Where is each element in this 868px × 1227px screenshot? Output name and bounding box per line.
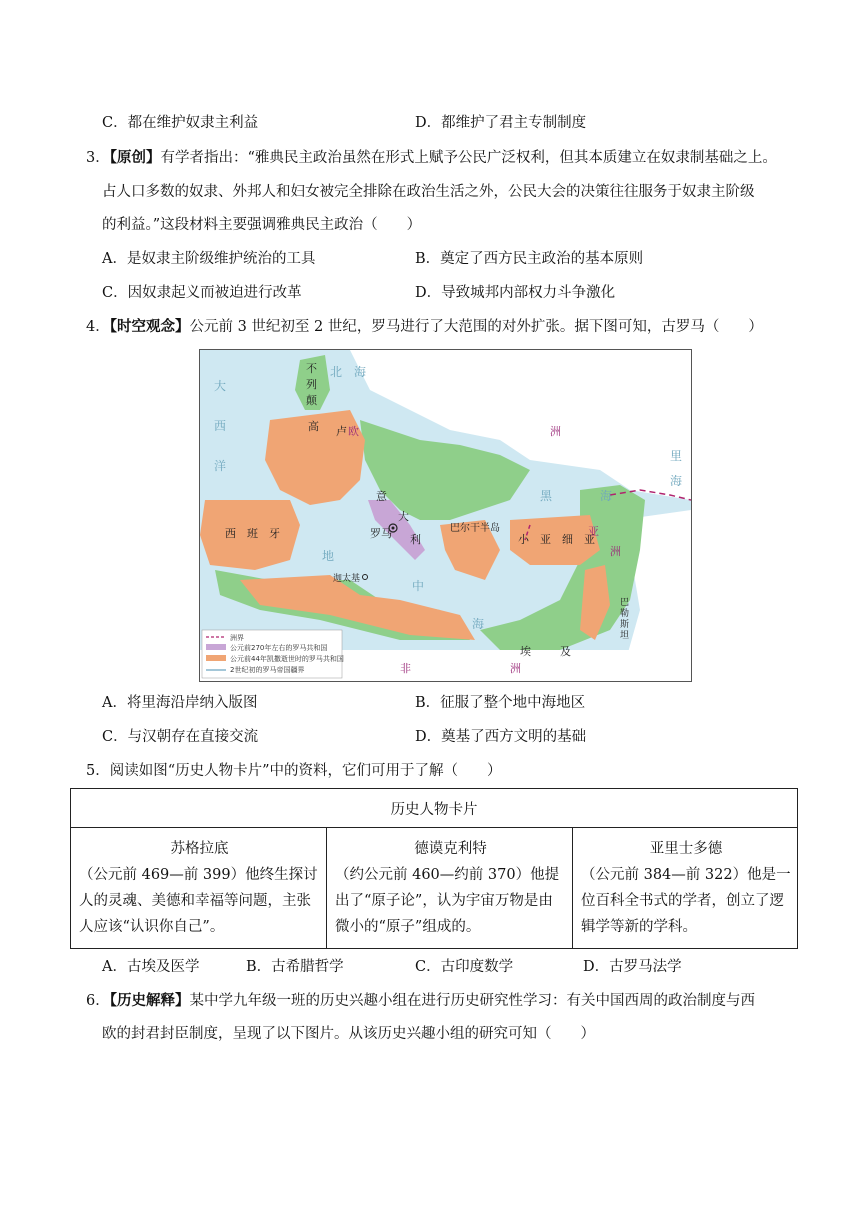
label-britain-2: 列	[306, 378, 317, 391]
person-desc-2: 出了“原子论”，认为宇宙万物是由	[335, 893, 553, 909]
label-med-1: 地	[322, 549, 335, 563]
q5-option-b[interactable]: B．古希腊哲学	[246, 959, 344, 975]
q3-option-a[interactable]: A．是奴隶主阶级维护统治的工具	[102, 251, 316, 267]
label-africa-1: 非	[400, 662, 411, 675]
q4-stem-line1	[86, 317, 763, 337]
label-europe-1: 欧	[348, 425, 359, 438]
q4-tag: 【时空观念】	[109, 319, 190, 335]
label-gaul-1: 高	[308, 420, 319, 433]
q2-option-d[interactable]: D．都维护了君主专制制度	[415, 115, 587, 131]
q3-option-d[interactable]: D．导致城邦内部权力斗争激化	[415, 285, 616, 301]
q6-text-1: 某中学九年级一班的历史兴趣小组在进行历史研究性学习：有关中国西周的政治制度与西	[189, 993, 755, 1009]
label-italy-3: 利	[410, 533, 421, 546]
label-atlantic-1: 大	[214, 379, 227, 393]
q3-stem-line3: 的利益。”这段材料主要强调雅典民主政治（ ）	[102, 217, 422, 233]
person-desc-1: （公元前 384—前 322）他是一	[581, 867, 791, 883]
q6-tag: 【历史解释】	[109, 993, 190, 1009]
person-desc-1: （公元前 469—前 399）他终生探讨	[79, 867, 318, 883]
q6-number: 6．	[86, 993, 110, 1009]
person-desc-2: 人的灵魂、美德和幸福等问题，主张	[79, 893, 311, 909]
person-desc-1: （约公元前 460—约前 370）他提	[335, 867, 560, 883]
label-africa-2: 洲	[510, 662, 521, 675]
card-cell-democritus	[327, 828, 573, 949]
legend-item-2: 公元前270年左右的罗马共和国	[230, 644, 328, 652]
label-palestine-2: 勒	[620, 609, 630, 619]
label-italy-1: 意	[376, 490, 387, 503]
legend-swatch-44bc	[206, 655, 226, 661]
q3-option-c[interactable]: C．因奴隶起义而被迫进行改革	[102, 285, 302, 301]
label-egypt-1: 埃	[520, 645, 531, 658]
q5-stem-line1: 5．阅读如图“历史人物卡片”中的资料，它们可用于了解（ ）	[86, 763, 502, 779]
label-med-2: 中	[412, 579, 425, 593]
label-atlantic-2: 西	[214, 419, 227, 433]
q4-option-b[interactable]: B．征服了整个地中海地区	[415, 695, 586, 711]
label-palestine-1: 巴	[620, 598, 630, 608]
q4-option-a[interactable]: A．将里海沿岸纳入版图	[102, 695, 258, 711]
q3-tag: 【原创】	[109, 150, 161, 166]
q4-number: 4．	[86, 319, 110, 335]
person-name: 德谟克利特	[414, 841, 487, 857]
q3-stem-line1	[86, 148, 777, 168]
label-caspian-1: 里	[670, 449, 683, 463]
label-asia-1: 亚	[588, 525, 599, 538]
label-black-sea-2: 海	[600, 489, 613, 503]
q3-text-1: 有学者指出：“雅典民主政治虽然在形式上赋予公民广泛权利，但其本质建立在奴隶制基础之上。	[160, 150, 777, 166]
legend-swatch-270bc	[206, 644, 226, 650]
carthage-marker	[363, 575, 368, 580]
person-desc-3: 人应该“认识你自己”。	[79, 919, 225, 935]
map-svg	[200, 350, 691, 681]
card-cell-socrates	[71, 828, 327, 949]
label-med-3: 海	[472, 617, 485, 631]
q4-option-d[interactable]: D．奠基了西方文明的基础	[415, 729, 587, 745]
label-spain: 西 班 牙	[225, 527, 280, 540]
person-desc-3: 辑学等新的学科。	[581, 919, 697, 935]
legend-item-1: 洲界	[230, 634, 244, 642]
label-north-sea: 北 海	[330, 365, 367, 379]
history-figure-card	[70, 788, 798, 949]
person-name: 亚里士多德	[649, 841, 723, 857]
q4-text-1: 公元前 3 世纪初至 2 世纪，罗马进行了大范围的对外扩张。据下图可知，古罗马（ ）	[189, 319, 763, 335]
label-balkans: 巴尔干半岛	[450, 523, 500, 534]
card-cell-aristotle	[573, 828, 798, 949]
q4-option-c[interactable]: C．与汉朝存在直接交流	[102, 729, 259, 745]
card-title: 历史人物卡片	[71, 789, 798, 828]
person-name: 苏格拉底	[170, 841, 229, 857]
legend-item-3: 公元前44年凯撒逝世时的罗马共和国	[230, 655, 344, 663]
label-italy-2: 大	[398, 510, 409, 523]
person-desc-2: 位百科全书式的学者，创立了逻	[581, 893, 784, 909]
q5-option-d[interactable]: D．古罗马法学	[583, 959, 682, 975]
label-caspian-2: 海	[670, 474, 683, 488]
roman-expansion-map	[199, 349, 692, 682]
label-atlantic-3: 洋	[214, 459, 227, 473]
label-asia-2: 洲	[610, 545, 621, 558]
label-palestine-4: 坦	[620, 631, 630, 641]
label-carthage: 迦太基	[333, 574, 361, 584]
label-britain-3: 颠	[306, 394, 317, 407]
label-gaul-2: 卢	[336, 425, 347, 438]
q3-number: 3．	[86, 150, 110, 166]
q5-option-a[interactable]: A．古埃及医学	[102, 959, 200, 975]
label-black-sea-1: 黑	[540, 489, 553, 503]
label-europe-2: 洲	[550, 425, 561, 438]
label-palestine-3: 斯	[620, 620, 630, 630]
q3-option-b[interactable]: B．奠定了西方民主政治的基本原则	[415, 251, 644, 267]
label-asia-minor: 小 亚 细 亚	[518, 533, 595, 546]
q6-stem-line1	[86, 991, 755, 1011]
q2-option-c[interactable]: C．都在维护奴隶主利益	[102, 115, 259, 131]
legend-item-4: 2世纪初的罗马帝国疆界	[230, 666, 305, 674]
q5-option-c[interactable]: C．古印度数学	[415, 959, 514, 975]
label-rome: 罗马	[370, 527, 392, 540]
q6-stem-line2: 欧的封君封臣制度，呈现了以下图片。从该历史兴趣小组的研究可知（ ）	[102, 1026, 595, 1042]
label-britain-1: 不	[306, 362, 317, 375]
q3-stem-line2: 占人口多数的奴隶、外邦人和妇女被完全排除在政治生活之外，公民大会的决策往往服务于奴隶主阶级	[102, 184, 755, 200]
person-desc-3: 微小的“原子”组成的。	[335, 919, 481, 935]
label-egypt-2: 及	[560, 645, 571, 658]
